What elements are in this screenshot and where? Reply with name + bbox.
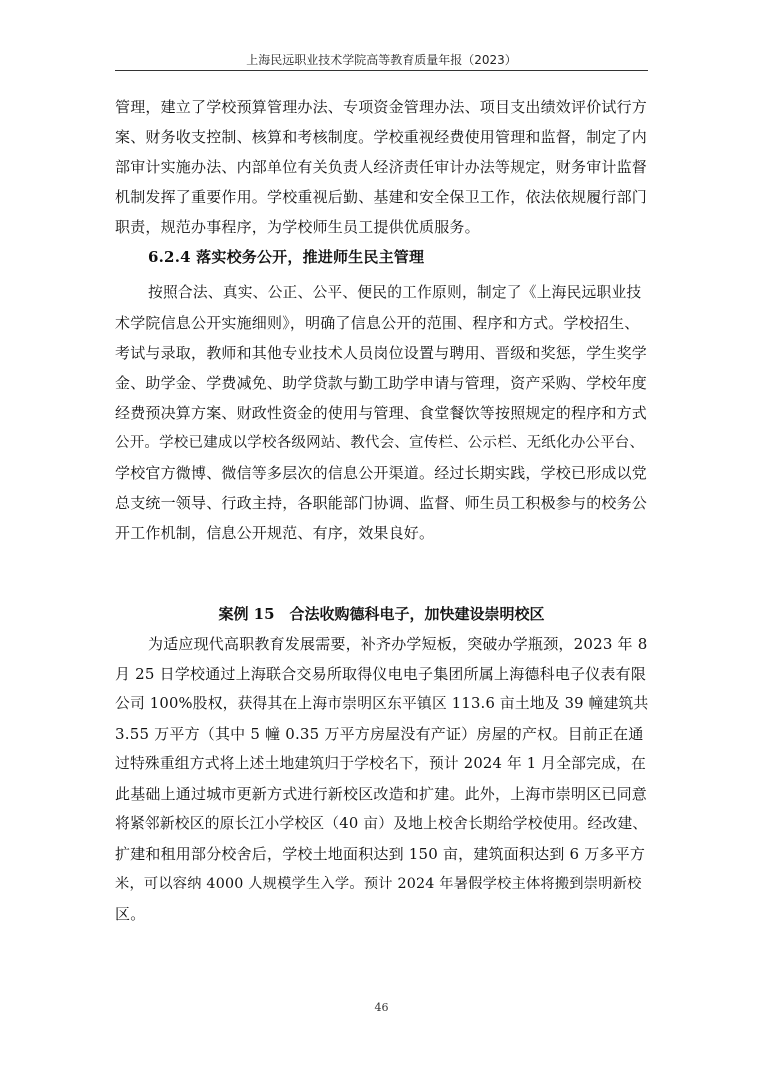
case-line: 为适应现代高职教育发展需要，补齐办学短板，突破办学瓶颈，2023 年 8 <box>148 635 648 653</box>
page-number: 46 <box>374 1001 389 1014</box>
page-header: 上海民远职业技术学院高等教育质量年报（2023） <box>246 53 517 67</box>
paragraph-1-line: 管理，建立了学校预算管理办法、专项资金管理办法、项目支出绩效评价试行方 <box>115 98 648 116</box>
case-line: 将紧邻新校区的原长江小学校区（40 亩）及地上校舍长期给学校使用。经改建、 <box>115 815 648 832</box>
section-heading: 6.2.4 落实校务公开，推进师生民主管理 <box>148 248 425 266</box>
paragraph-2-line: 术学院信息公开实施细则》，明确了信息公开的范围、程序和方式。学校招生、 <box>115 314 640 332</box>
paragraph-2-line: 经费预决算方案、财政性资金的使用与管理、食堂餐饮等按照规定的程序和方式 <box>115 404 648 422</box>
paragraph-1-line: 机制发挥了重要作用。学校重视后勤、基建和安全保卫工作，依法依规履行部门 <box>115 188 648 206</box>
case-line: 过特殊重组方式将上述土地建筑归于学校名下，预计 2024 年 1 月全部完成，在 <box>115 755 646 772</box>
case-line: 公司 100%股权，获得其在上海市崇明区东平镇区 113.6 亩土地及 39 幢建筑共 <box>115 695 648 712</box>
paragraph-2-line: 学校官方微博、微信等多层次的信息公开渠道。经过长期实践，学校已形成以党 <box>115 464 648 482</box>
case-line: 3.55 万平方（其中 5 幢 0.35 万平方房屋没有产证）房屋的产权。目前正在通 <box>115 725 644 743</box>
paragraph-1-line: 部审计实施办法、内部单位有关负责人经济责任审计办法等规定，财务审计监督 <box>115 158 648 176</box>
paragraph-2-line: 考试与录取，教师和其他专业技术人员岗位设置与聘用、晋级和奖惩，学生奖学 <box>115 344 648 362</box>
case-title: 案例 15 合法收购德科电子，加快建设崇明校区 <box>218 605 545 623</box>
paragraph-2-line: 总支统一领导、行政主持，各职能部门协调、监督、师生员工积极参与的校务公 <box>115 494 648 512</box>
paragraph-1-line: 案、财务收支控制、核算和考核制度。学校重视经费使用管理和监督，制定了内 <box>115 128 648 146</box>
case-line: 扩建和租用部分校舍后，学校土地面积达到 150 亩，建筑面积达到 6 万多平方 <box>115 845 646 863</box>
case-line: 月 25 日学校通过上海联合交易所取得仪电电子集团所属上海德科电子仪表有限 <box>115 665 647 683</box>
case-line: 米，可以容纳 4000 人规模学生入学。预计 2024 年暑假学校主体将搬到崇明新校 <box>115 876 642 892</box>
case-line: 区。 <box>115 905 146 923</box>
case-line: 此基础上通过城市更新方式进行新校区改造和扩建。此外，上海市崇明区已同意 <box>115 785 648 803</box>
paragraph-2-line: 公开。学校已建成以学校各级网站、教代会、宣传栏、公示栏、无纸化办公平台、 <box>115 435 645 451</box>
paragraph-1-line: 职责，规范办事程序，为学校师生员工提供优质服务。 <box>115 218 480 236</box>
paragraph-2-line: 金、助学金、学费减免、助学贷款与勤工助学申请与管理，资产采购、学校年度 <box>115 374 648 392</box>
paragraph-2-line: 按照合法、真实、公正、公平、便民的工作原则，制定了《上海民远职业技 <box>148 284 642 301</box>
paragraph-2-line: 开工作机制，信息公开规范、有序，效果良好。 <box>115 524 435 542</box>
header-divider <box>115 70 648 71</box>
